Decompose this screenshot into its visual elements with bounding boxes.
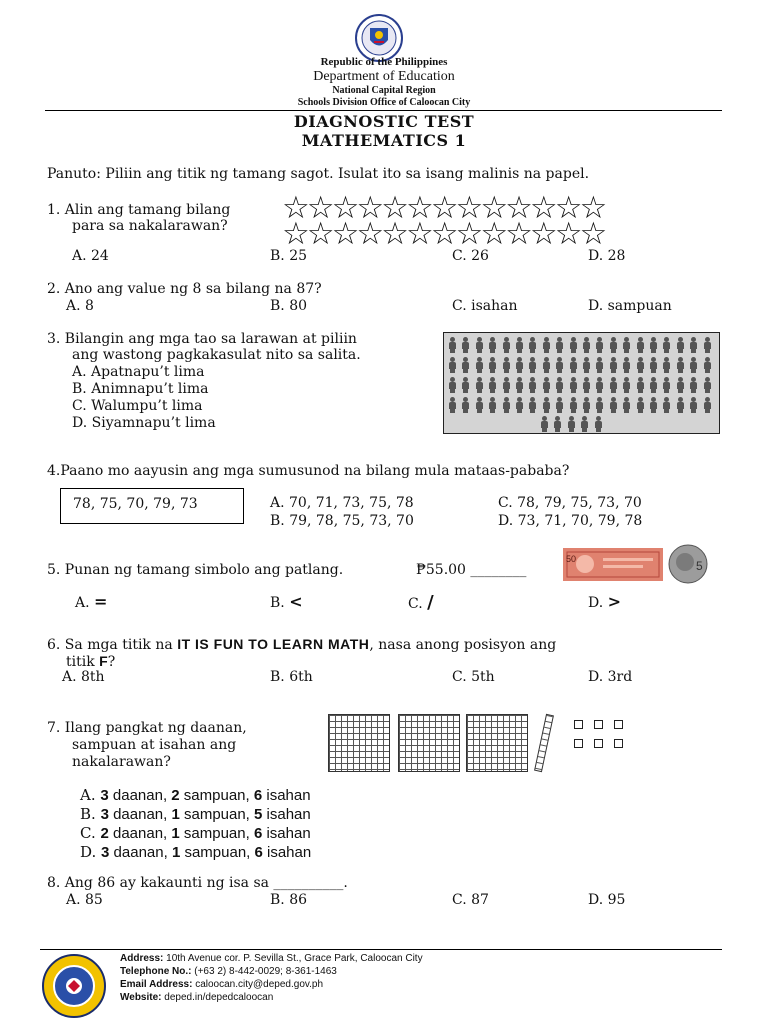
q1-line1: 1. Alin ang tamang bilang xyxy=(47,202,231,218)
fifty-peso-bill-image xyxy=(563,548,663,581)
q6-text: 6. Sa mga titik na IT IS FUN TO LEARN MATH, nasa anong posisyon ang xyxy=(47,636,557,653)
q2-option-c: C. isahan xyxy=(452,298,518,314)
q5-option-a: A. = xyxy=(75,592,108,611)
q1-option-d: D. 28 xyxy=(588,248,626,264)
header-division: Schools Division Office of Caloocan City xyxy=(297,97,471,108)
person-icon xyxy=(528,357,537,373)
person-icon xyxy=(662,377,671,393)
ten-rod xyxy=(534,714,554,772)
q8-option-c: C. 87 xyxy=(452,892,489,908)
person-icon xyxy=(461,397,470,413)
person-icon xyxy=(553,416,562,432)
person-icon xyxy=(622,397,631,413)
person-icon xyxy=(649,337,658,353)
q7-line2: sampuan at isahan ang xyxy=(72,737,237,753)
q1-option-c: C. 26 xyxy=(452,248,489,264)
person-icon xyxy=(515,357,524,373)
q6-phrase: IT IS FUN TO LEARN MATH xyxy=(177,636,370,652)
person-icon xyxy=(567,416,576,432)
person-icon xyxy=(689,337,698,353)
footer-address: Address: 10th Avenue cor. P. Sevilla St., Grace Park, Caloocan City xyxy=(120,953,423,964)
person-icon xyxy=(555,397,564,413)
q3-option-a: A. Apatnapu’t lima xyxy=(72,364,205,380)
person-icon xyxy=(649,357,658,373)
q5-amount-blank: ₱55.00 ________ xyxy=(416,562,527,578)
person-icon xyxy=(595,337,604,353)
person-icon xyxy=(636,397,645,413)
header-region: National Capital Region xyxy=(332,85,436,96)
person-icon xyxy=(461,337,470,353)
person-icon xyxy=(676,397,685,413)
q3-option-d: D. Siyamnapu’t lima xyxy=(72,415,216,431)
person-icon xyxy=(569,377,578,393)
person-icon xyxy=(582,357,591,373)
five-peso-coin-image xyxy=(668,544,708,584)
person-icon xyxy=(555,357,564,373)
person-icon xyxy=(649,377,658,393)
q7-option-b: B. 3 daanan, 1 sampuan, 5 isahan xyxy=(80,805,311,823)
person-icon xyxy=(609,357,618,373)
unit-cube xyxy=(594,739,603,748)
person-icon xyxy=(515,397,524,413)
person-icon xyxy=(448,397,457,413)
equals-symbol: = xyxy=(94,592,108,611)
footer-contact xyxy=(120,952,423,1004)
q3-people-picture xyxy=(443,332,720,434)
q4-number-box xyxy=(60,488,244,524)
person-icon xyxy=(555,377,564,393)
hundred-flat xyxy=(328,714,390,772)
q5-option-c: C. / xyxy=(408,592,434,613)
q4-option-a: A. 70, 71, 73, 75, 78 xyxy=(270,495,414,511)
person-icon xyxy=(569,357,578,373)
person-icon xyxy=(609,377,618,393)
q8-option-a: A. 85 xyxy=(66,892,103,908)
q4-text: 4.Paano mo aayusin ang mga sumusunod na bilang mula mataas-pababa? xyxy=(47,463,570,479)
hundred-flat xyxy=(466,714,528,772)
instructions: Panuto: Piliin ang titik ng tamang sagot. Isulat ito sa isang malinis na papel. xyxy=(47,166,590,182)
header-department: Department of Education xyxy=(313,69,455,84)
q8-text: 8. Ang 86 ay kakaunti ng isa sa __________. xyxy=(47,875,348,891)
q7-base-ten-blocks xyxy=(328,712,638,772)
person-icon xyxy=(542,357,551,373)
person-icon xyxy=(488,377,497,393)
q6-option-c: C. 5th xyxy=(452,669,495,685)
q3-option-b: B. Animnapu’t lima xyxy=(72,381,209,397)
q1-stars-row1: ☆☆☆☆☆☆☆☆☆☆☆☆☆ xyxy=(282,190,605,226)
person-icon xyxy=(636,357,645,373)
q6-option-a: A. 8th xyxy=(62,669,105,685)
person-icon xyxy=(555,337,564,353)
person-icon xyxy=(475,377,484,393)
q4-option-c: C. 78, 79, 75, 73, 70 xyxy=(498,495,642,511)
person-icon xyxy=(676,377,685,393)
person-icon xyxy=(488,337,497,353)
subject-title: MATHEMATICS 1 xyxy=(301,131,467,150)
greater-than-symbol: > xyxy=(607,592,622,611)
q1-line2: para sa nakalarawan? xyxy=(72,218,228,234)
q1-stars-row2: ☆☆☆☆☆☆☆☆☆☆☆☆☆ xyxy=(282,216,605,252)
person-icon xyxy=(542,377,551,393)
person-icon xyxy=(649,397,658,413)
person-icon xyxy=(475,337,484,353)
person-icon xyxy=(689,377,698,393)
slash-symbol: / xyxy=(427,592,434,613)
person-icon xyxy=(703,337,712,353)
person-icon xyxy=(488,397,497,413)
q4-option-b: B. 79, 78, 75, 73, 70 xyxy=(270,513,414,529)
unit-cube xyxy=(574,720,583,729)
person-icon xyxy=(595,397,604,413)
person-icon xyxy=(609,397,618,413)
person-icon xyxy=(475,357,484,373)
person-icon xyxy=(636,337,645,353)
q7-line1: 7. Ilang pangkat ng daanan, xyxy=(47,720,247,736)
q2-option-d: D. sampuan xyxy=(588,298,672,314)
person-icon xyxy=(542,397,551,413)
q7-option-d: D. 3 daanan, 1 sampuan, 6 isahan xyxy=(80,843,312,861)
footer-website: Website: deped.in/depedcaloocan xyxy=(120,992,274,1003)
footer-divider xyxy=(40,949,722,950)
q3-line2: ang wastong pagkakasulat nito sa salita. xyxy=(72,347,361,363)
person-icon xyxy=(528,377,537,393)
person-icon xyxy=(461,377,470,393)
bill-value: 50 xyxy=(566,554,577,564)
sdo-caloocan-seal-logo xyxy=(38,953,110,1019)
person-icon xyxy=(703,377,712,393)
unit-cube xyxy=(594,720,603,729)
person-icon xyxy=(662,337,671,353)
person-icon xyxy=(622,377,631,393)
header-republic: Republic of the Philippines xyxy=(320,56,448,68)
q3-line1: 3. Bilangin ang mga tao sa larawan at piliin xyxy=(47,331,357,347)
footer-email: Email Address: caloocan.city@deped.gov.ph xyxy=(120,979,324,990)
person-icon xyxy=(703,397,712,413)
q7-option-c: C. 2 daanan, 1 sampuan, 6 isahan xyxy=(80,824,311,842)
q3-option-c: C. Walumpu’t lima xyxy=(72,398,203,414)
q6-line2: titik F? xyxy=(66,653,116,670)
person-icon xyxy=(662,357,671,373)
footer-phone: Telephone No.: (+63 2) 8-442-0029; 8-361-1463 xyxy=(120,966,337,977)
person-icon xyxy=(622,357,631,373)
coin-value: 5 xyxy=(696,559,703,573)
person-icon xyxy=(662,397,671,413)
person-icon xyxy=(540,416,549,432)
person-icon xyxy=(689,397,698,413)
person-icon xyxy=(528,397,537,413)
person-icon xyxy=(515,337,524,353)
unit-cube xyxy=(614,720,623,729)
person-icon xyxy=(448,337,457,353)
q1-option-b: B. 25 xyxy=(270,248,308,264)
q7-line3: nakalarawan? xyxy=(72,754,171,770)
q4-option-d: D. 73, 71, 70, 79, 78 xyxy=(498,513,643,529)
person-icon xyxy=(502,377,511,393)
person-icon xyxy=(636,377,645,393)
q4-numbers: 78, 75, 70, 79, 73 xyxy=(73,496,198,512)
person-icon xyxy=(595,377,604,393)
q2-option-a: A. 8 xyxy=(66,298,94,314)
hundred-flat xyxy=(398,714,460,772)
person-icon xyxy=(569,337,578,353)
person-icon xyxy=(569,397,578,413)
q7-option-a: A. 3 daanan, 2 sampuan, 6 isahan xyxy=(80,786,311,804)
person-icon xyxy=(676,357,685,373)
person-icon xyxy=(582,337,591,353)
q5-option-d: D. > xyxy=(588,592,622,611)
person-icon xyxy=(580,416,589,432)
person-icon xyxy=(594,416,603,432)
person-icon xyxy=(582,397,591,413)
q6-option-d: D. 3rd xyxy=(588,669,633,685)
person-icon xyxy=(448,377,457,393)
less-than-symbol: < xyxy=(289,592,303,611)
person-icon xyxy=(448,357,457,373)
q7-options xyxy=(80,786,311,862)
test-title: DIAGNOSTIC TEST xyxy=(293,112,475,131)
person-icon xyxy=(515,377,524,393)
unit-cube xyxy=(614,739,623,748)
person-icon xyxy=(703,357,712,373)
person-icon xyxy=(582,377,591,393)
person-icon xyxy=(542,337,551,353)
person-icon xyxy=(502,397,511,413)
q1-option-a: A. 24 xyxy=(72,248,109,264)
q6-option-b: B. 6th xyxy=(270,669,313,685)
q5-option-b: B. < xyxy=(270,592,303,611)
q2-text: 2. Ano ang value ng 8 sa bilang na 87? xyxy=(47,281,322,297)
person-icon xyxy=(609,337,618,353)
person-icon xyxy=(502,357,511,373)
person-icon xyxy=(488,357,497,373)
person-icon xyxy=(622,337,631,353)
person-icon xyxy=(528,337,537,353)
person-icon xyxy=(676,337,685,353)
q5-text: 5. Punan ng tamang simbolo ang patlang. xyxy=(47,562,344,578)
q2-option-b: B. 80 xyxy=(270,298,308,314)
unit-cube xyxy=(574,739,583,748)
person-icon xyxy=(475,397,484,413)
q8-option-b: B. 86 xyxy=(270,892,308,908)
person-icon xyxy=(689,357,698,373)
person-icon xyxy=(595,357,604,373)
q8-option-d: D. 95 xyxy=(588,892,626,908)
person-icon xyxy=(502,337,511,353)
person-icon xyxy=(461,357,470,373)
header-divider xyxy=(45,110,722,111)
